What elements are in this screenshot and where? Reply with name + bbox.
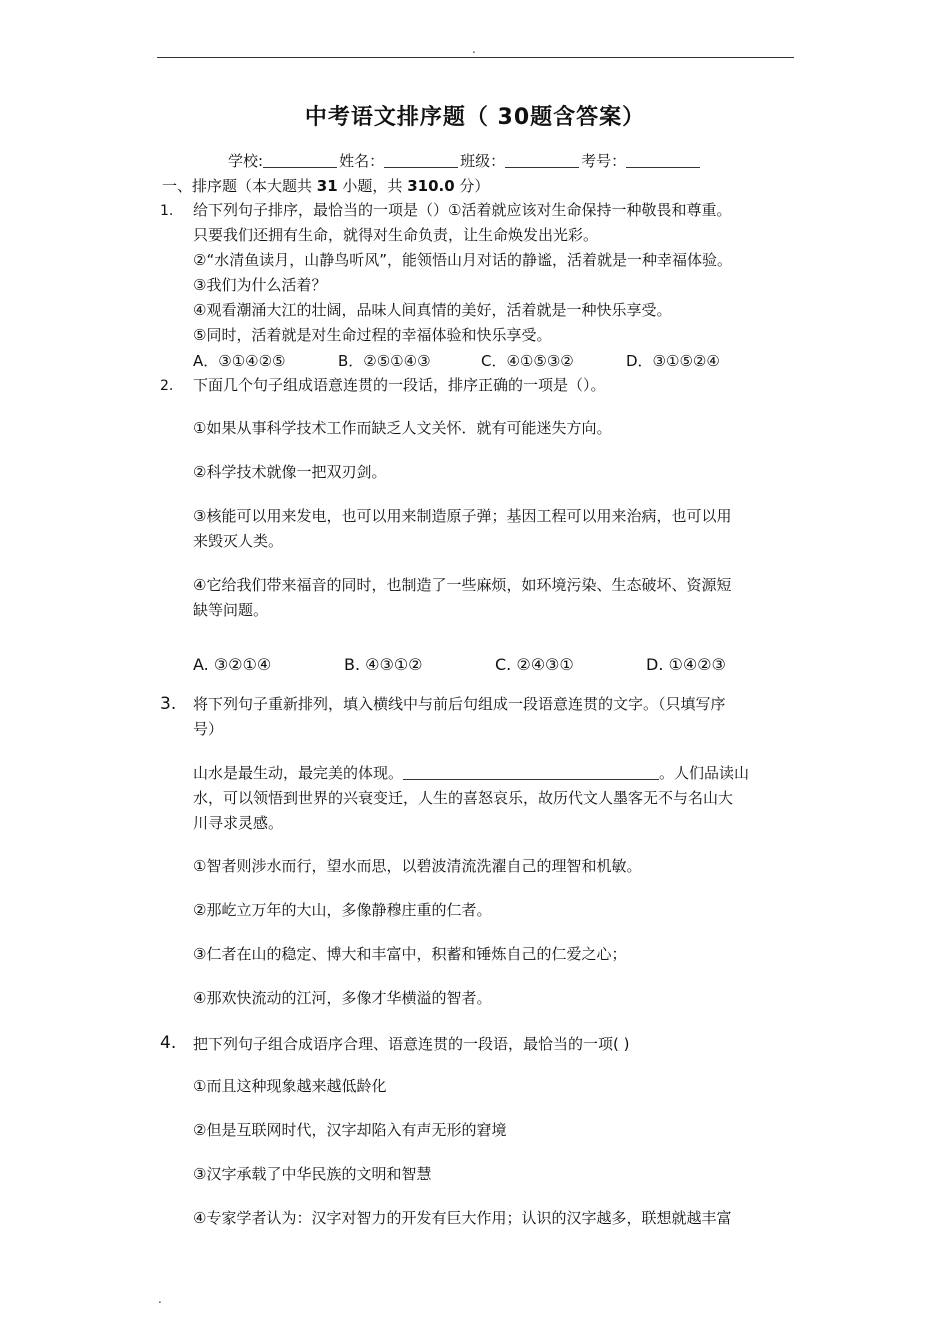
section-heading-text: 分） bbox=[454, 177, 490, 195]
exam-no-blank bbox=[626, 153, 700, 168]
question-2-item: ②科学技术就像一把双刃剑。 bbox=[193, 463, 387, 481]
option-b: B. ④③①② bbox=[344, 655, 423, 674]
option-a: A. ③②①④ bbox=[193, 655, 272, 674]
question-1-line: ⑤同时，活着就是对生命过程的幸福体验和快乐享受。 bbox=[193, 326, 552, 344]
student-info-line bbox=[228, 150, 702, 171]
question-1-line: ②“水清鱼读月，山静鸟听风”，能领悟山月对话的静谧，活着就是一种幸福体验。 bbox=[193, 251, 732, 269]
question-4-number: 4. bbox=[160, 1033, 177, 1053]
section-heading bbox=[162, 175, 489, 196]
question-4-item: ③汉字承载了中华民族的文明和智慧 bbox=[193, 1165, 432, 1183]
question-2-item-line: ③核能可以用来发电，也可以用来制造原子弹；基因工程可以用来治病，也可以用 bbox=[193, 507, 732, 525]
question-2-number: 2. bbox=[160, 378, 174, 394]
passage-text: 山水是最生动，最完美的体现。 bbox=[193, 764, 404, 782]
section-heading-text: 小题，共 bbox=[337, 177, 408, 195]
answer-blank[interactable] bbox=[403, 765, 659, 780]
question-count: 31 bbox=[316, 177, 338, 195]
option-b: B．②⑤①④③ bbox=[338, 352, 431, 370]
header-mark: . bbox=[472, 42, 476, 56]
school-blank bbox=[263, 153, 337, 168]
question-1-options bbox=[193, 350, 720, 371]
name-blank bbox=[384, 153, 458, 168]
question-3-stem-line: 号） bbox=[193, 720, 224, 738]
question-1-line: ④观看潮涌大江的壮阔，品味人间真情的美好，活着就是一种快乐享受。 bbox=[193, 301, 672, 319]
passage-text: 川寻求灵感。 bbox=[193, 814, 284, 832]
question-3-passage bbox=[193, 761, 793, 836]
question-2-stem: 下面几个句子组成语意连贯的一段话，排序正确的一项是（）。 bbox=[193, 376, 606, 394]
passage-text: 。人们品读山 bbox=[659, 764, 750, 782]
question-1-number: 1. bbox=[160, 203, 174, 219]
header-rule bbox=[157, 57, 794, 58]
footer-mark: . bbox=[158, 1292, 162, 1306]
question-2-item-line: 来毁灭人类。 bbox=[193, 532, 284, 550]
class-label: 班级： bbox=[460, 152, 506, 170]
option-c: C. ②④③① bbox=[495, 655, 574, 674]
question-4-item: ①而且这种现象越来越低龄化 bbox=[193, 1077, 387, 1095]
school-label: 学校: bbox=[228, 152, 264, 170]
question-4-stem: 把下列句子组合成语序合理、语意连贯的一段语，最恰当的一项( ) bbox=[193, 1035, 630, 1053]
question-2-item-line: 缺等问题。 bbox=[193, 601, 269, 619]
question-2-item-line: ④它给我们带来福音的同时，也制造了一些麻烦，如环境污染、生态破坏、资源短 bbox=[193, 576, 732, 594]
question-3-stem bbox=[193, 692, 793, 742]
option-d: D. ①④②③ bbox=[646, 655, 726, 674]
question-3-number: 3. bbox=[160, 694, 177, 714]
question-4-item: ②但是互联网时代，汉字却陷入有声无形的窘境 bbox=[193, 1121, 507, 1139]
question-1-line: 给下列句子排序，最恰当的一项是（）①活着就应该对生命保持一种敬畏和尊重。 bbox=[193, 201, 732, 219]
question-3-item: ②那屹立万年的大山，多像静穆庄重的仁者。 bbox=[193, 901, 492, 919]
option-a: A．③①④②⑤ bbox=[193, 352, 286, 370]
class-blank bbox=[505, 153, 579, 168]
question-3-item: ④那欢快流动的江河，多像才华横溢的智者。 bbox=[193, 989, 492, 1007]
name-label: 姓名： bbox=[339, 152, 385, 170]
question-2-item bbox=[193, 504, 793, 554]
section-heading-text: 一、排序题（本大题共 bbox=[162, 177, 317, 195]
question-4-item: ④专家学者认为：汉字对智力的开发有巨大作用；认识的汉字越多，联想就越丰富 bbox=[193, 1209, 732, 1227]
total-score: 310.0 bbox=[407, 177, 455, 195]
question-3-item: ①智者则涉水而行，望水而思，以碧波清流洗濯自己的理智和机敏。 bbox=[193, 857, 642, 875]
question-3-stem-line: 将下列句子重新排列，填入横线中与前后句组成一段语意连贯的文字。（只填写序 bbox=[193, 695, 726, 713]
passage-text: 水，可以领悟到世界的兴衰变迁，人生的喜怒哀乐，故历代文人墨客无不与名山大 bbox=[193, 789, 734, 807]
page-title: 中考语文排序题（ 30题含答案） bbox=[304, 105, 646, 130]
question-1-line: 只要我们还拥有生命，就得对生命负责，让生命焕发出光彩。 bbox=[193, 226, 599, 244]
question-2-item bbox=[193, 573, 793, 623]
question-2-item: ①如果从事科学技术工作而缺乏人文关怀．就有可能迷失方向。 bbox=[193, 419, 612, 437]
option-d: D．③①⑤②④ bbox=[626, 352, 720, 370]
question-2-options bbox=[193, 655, 726, 674]
question-3-item: ③仁者在山的稳定、博大和丰富中，积蓄和锤炼自己的仁爱之心； bbox=[193, 945, 627, 963]
question-1 bbox=[193, 198, 793, 348]
exam-no-label: 考号： bbox=[581, 152, 627, 170]
question-1-line: ③我们为什么活着？ bbox=[193, 276, 327, 294]
option-c: C．④①⑤③② bbox=[481, 352, 574, 370]
